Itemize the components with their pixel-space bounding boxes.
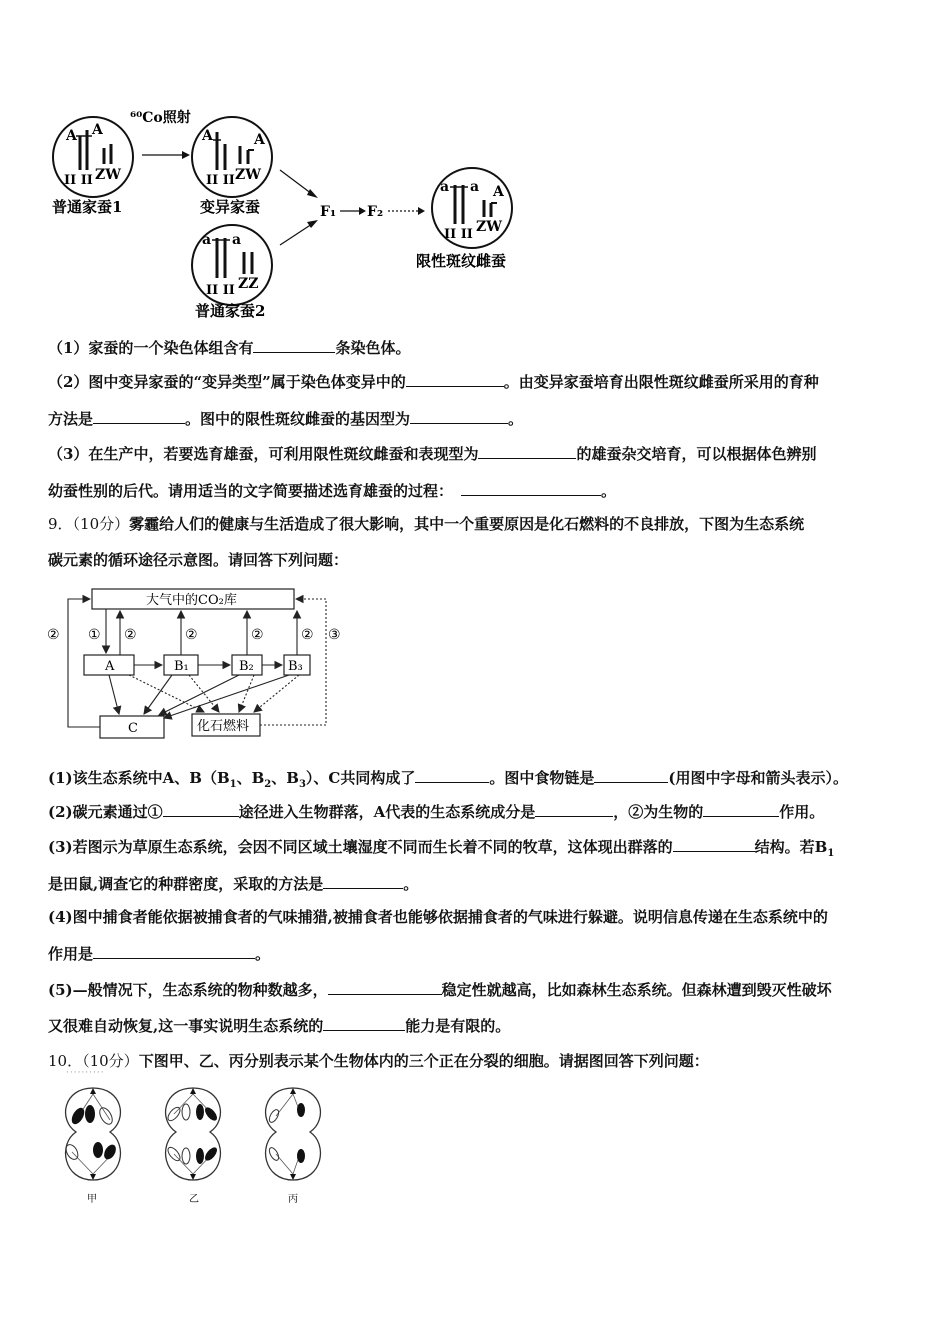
cell3-sex-label: ZZ [238,276,259,292]
cell3-label: 普通家蚕2 [195,302,266,320]
cell1-sex-label: ZW [95,167,121,183]
label-C: C [128,721,138,736]
cell-division-diagram [48,1080,328,1210]
cell2-label: 变异家蚕 [200,198,261,216]
q9-blank-8[interactable] [93,943,255,959]
q9-sub4-line1: (4)图中捕食者能依据被捕食者的气味捕猎,被捕食者也能够依据捕食者的气味进行躲避。说明信息传递在生态系统中的 [48,908,828,926]
cell3-autosome-label: II II [206,283,235,298]
q9-sub3-line1: (3)若图示为草原生态系统，会因不同区域土壤湿度不同而生长着不同的牧草，这体现出群落的 结构。若$B_1$ [48,838,835,859]
q9-blank-1[interactable] [415,767,489,783]
co2-pool-label: 大气中的CO₂库 [146,593,237,608]
cell4-gene-A: A [493,184,504,200]
q9-blank-6[interactable] [673,836,755,852]
cell-jia [64,1088,121,1180]
q8-blank-4[interactable] [410,408,508,424]
path-label-2a: ② [124,627,137,643]
q9-blank-3[interactable] [163,801,239,817]
cell1-label: 普通家蚕1 [52,198,123,216]
path-label-1: ① [88,627,101,643]
cell-ordinary-silkworm-1 [53,117,133,197]
cell2-gene-right: A [254,132,265,148]
cell1-gene-right: A [92,122,103,138]
f2-label: F₂ [367,204,384,220]
q8-part3-line1: （3）在生产中，若要选育雄蚕，可利用限性斑纹雌蚕和表现型为 的雄蚕杂交培育，可以根据体色辨别 [48,445,817,463]
q8-part2-line1: （2）图中变异家蚕的“变异类型”属于染色体变异中的 。由变异家蚕培育出限性斑纹雌蚕所采用的育种 [48,373,819,391]
cell-variant-silkworm [192,117,272,197]
cell-sex-limited-female [432,168,512,248]
cell1-gene-left: A [66,128,77,144]
cell-label-jia: 甲 [87,1194,97,1205]
cell-yi [166,1088,221,1180]
q9-intro-line2: 碳元素的循环途径示意图。请回答下列问题： [48,551,349,569]
label-fossil-fuel: 化石燃料 [197,719,250,734]
f1-label: F₁ [320,204,337,220]
path-label-2b: ② [185,627,198,643]
cell-label-yi: 乙 [189,1194,199,1205]
cell2-sex-label: ZW [235,167,261,183]
q9-sub4-line2: 作用是 。 [48,945,271,963]
q8-blank-6[interactable] [461,480,601,496]
q8-part2-line2: 方法是 。图中的限性斑纹雌蚕的基因型为 。 [48,410,524,428]
cell2-autosome-label: II II [206,173,235,188]
cell3-gene-left: a [202,232,212,248]
label-A: A [105,659,115,674]
q10-dotted-mark: ·········· [66,1068,105,1078]
label-B1: B₁ [174,659,189,674]
q8-part1: （1）家蚕的一个染色体组含有 条染色体。 [48,339,411,357]
q9-blank-10[interactable] [323,1015,405,1031]
q9-blank-5[interactable] [703,801,779,817]
cell1-autosome-label: II II [64,173,93,188]
q8-blank-5[interactable] [478,443,576,459]
path-label-2d: ② [301,627,314,643]
q9-intro-line1: 9．（10分）雾霾给人们的健康与生活造成了很大影响，其中一个重要原因是化石燃料的不良排放，下图为生态系统 [48,515,805,533]
irradiation-label: ⁶⁰Co照射 [130,110,191,126]
q10-intro: 10．（10分）下图甲、乙、丙分别表示某个生物体内的三个正在分裂的细胞。请据图回答下列问题： [48,1052,709,1070]
path-label-3: ③ [328,627,341,643]
cell3-gene-right: a [232,232,242,248]
cell-ordinary-silkworm-2 [192,225,272,305]
q9-sub5-line1: (5)—般情况下，生态系统的物种数越多， 稳定性就越高，比如森林生态系统。但森林遭到毁灭性破坏 [48,981,832,999]
q9-sub3-line2: 是田鼠,调查它的种群密度，采取的方法是 。 [48,875,419,893]
cell4-label: 限性斑纹雌蚕 [416,252,507,270]
q9-number: 9．（10分） [48,515,130,533]
q8-part3-line2: 幼蚕性别的后代。请用适当的文字简要描述选育雄蚕的过程： 。 [48,482,617,500]
q8-blank-3[interactable] [93,408,185,424]
q9-blank-4[interactable] [535,801,613,817]
cell4-gene-a1: a [440,179,450,195]
label-B2: B₂ [239,659,254,674]
cell4-sex-label: ZW [476,219,502,235]
q10-number: 10．（10分） [48,1052,139,1070]
q9-sub5-line2: 又很难自动恢复,这一事实说明生态系统的 能力是有限的。 [48,1017,511,1035]
cell4-autosome-label: II II [444,227,473,242]
q8-blank-2[interactable] [406,371,504,387]
silkworm-chromosome-diagram [40,100,560,322]
q9-sub1: (1)该生态系统中A、$B(B_1$、$B_2$、$B_3$）、C共同构成了 。图中食物链是 (用图中字母和箭头表示）。 [48,769,848,790]
q9-sub2: (2)碳元素通过① 途径进入生物群落，A代表的生态系统成分是 ，②为生物的 作用。 [48,803,825,821]
q9-blank-7[interactable] [323,873,403,889]
q8-blank-1[interactable] [253,337,335,353]
label-B3: B₃ [288,659,303,674]
cell4-gene-a2: a [470,179,480,195]
q9-blank-2[interactable] [594,767,668,783]
cell-bing [266,1088,321,1180]
cell-label-bing: 丙 [288,1194,298,1205]
path-label-2c: ② [251,627,264,643]
cell2-gene-left: A [202,128,213,144]
path-label-2e: ② [47,627,60,643]
carbon-cycle-diagram [44,584,354,744]
q9-blank-9[interactable] [328,979,442,995]
